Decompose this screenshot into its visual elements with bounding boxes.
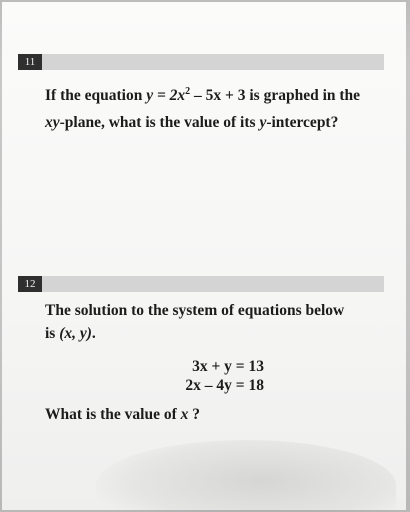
question-12-prompt: What is the value of x ? [45, 406, 200, 423]
question-12-header-bar [18, 276, 384, 292]
question-11-number: 11 [18, 54, 42, 70]
question-11-line-1: If the equation $y = 2x^2 - 5x + 3$ is graphed in the [45, 86, 361, 105]
worksheet-page [2, 2, 406, 510]
question-12-number: 12 [18, 276, 42, 292]
question-11-header-bar [18, 54, 384, 70]
equation-1: 3x + y = 13 [192, 358, 264, 375]
question-12-line-1: The solution to the system of equations below [45, 302, 345, 319]
question-11-line-2: xy-plane, what is the value of its y-intercept? [45, 114, 339, 131]
equation-2: 2x – 4y = 18 [185, 377, 264, 394]
question-12-line-2: is (x, y). [45, 325, 96, 342]
